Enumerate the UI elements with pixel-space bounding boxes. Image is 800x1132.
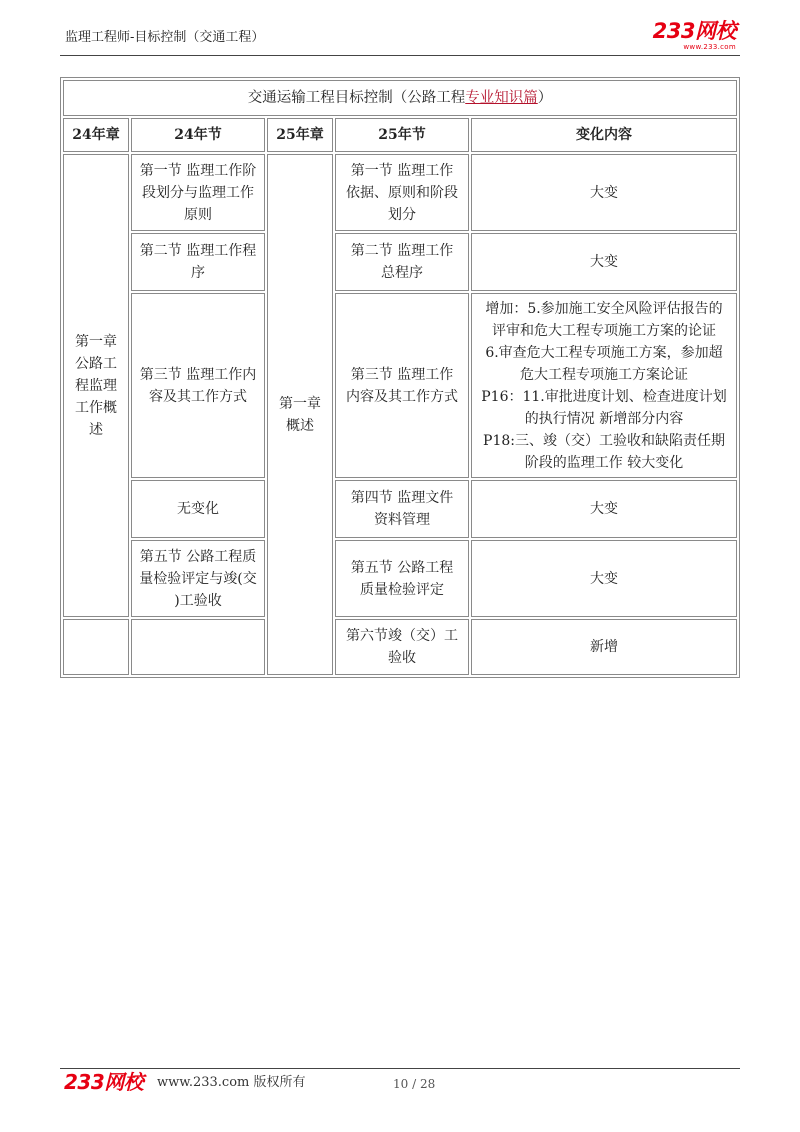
change-line: 6.审查危大工程专项施工方案，参加超 [485,344,723,361]
chapter-24-line: 第一章 [75,333,117,350]
chapter-24-empty-cell [63,619,129,675]
change-line: 新增 [590,639,618,655]
column-header-25-section: 25年节 [335,118,469,152]
section-24-line: 第二节 监理工作程 [139,243,257,259]
change-cell [471,540,737,617]
section-25-line: 总程序 [381,265,423,281]
chapter-25-line: 概述 [286,417,314,434]
table-title-highlight[interactable]: 专业知识篇 [465,90,538,106]
section-25-cell [335,540,469,617]
section-25-line: 第六节竣（交）工 [346,628,458,644]
change-line: 大变 [590,184,618,201]
table-row [63,293,737,478]
section-25-line: 质量检验评定 [360,581,444,598]
section-25-line: 资料管理 [374,512,430,528]
change-line: P18:三、竣（交）工验收和缺陷责任期 [483,432,725,449]
chapter-24-line: 述 [89,421,103,438]
change-line: P16：11.审批进度计划、检查进度计划 [481,388,727,405]
section-25-line: 依据、原则和阶段 [346,184,458,201]
section-24-line: 容及其工作方式 [149,388,247,405]
table-row [63,233,737,291]
section-25-cell [335,480,469,538]
page-number: 10 / 28 [393,1077,436,1091]
chapter-25-line: 第一章 [279,395,321,412]
brand-logo [653,20,736,51]
table-row [63,480,737,538]
change-cell [471,293,737,478]
table-title [63,80,737,116]
table-title-suffix: ） [537,90,553,106]
section-25-line: 第三节 监理工作 [350,366,454,383]
section-24-line: 第一节 监理工作阶 [139,162,257,179]
section-24-line: 量检验评定与竣(交 [139,570,257,587]
table-row [63,154,737,231]
table-row [63,540,737,617]
section-25-cell [335,293,469,478]
chapter-24-line: 公路工 [75,355,117,372]
section-24-line: )工验收 [174,592,222,609]
logo-text: 233网校 [652,19,736,43]
table-title-row [63,80,737,116]
section-24-line: 原则 [184,206,212,223]
section-24-cell [131,233,265,291]
header-divider [60,55,740,56]
copyright-text: www.233.com 版权所有 [157,1075,306,1090]
chapter-24-cell [63,154,129,617]
section-25-line: 划分 [388,206,416,223]
section-24-cell [131,293,265,478]
column-header-changes: 变化内容 [471,118,737,152]
section-24-line: 序 [191,265,205,281]
section-25-cell [335,154,469,231]
table-title-prefix: 交通运输工程目标控制（公路工程 [247,90,466,106]
footer-logo: 233网校 [64,1070,144,1094]
section-25-line: 第五节 公路工程 [350,559,454,576]
comparison-table [60,77,740,678]
change-line: 大变 [590,254,618,270]
section-24-cell [131,154,265,231]
change-cell [471,233,737,291]
section-25-cell [335,619,469,675]
column-header-24-section: 24年节 [131,118,265,152]
document-title: 监理工程师-目标控制（交通工程） [65,30,265,45]
section-24-empty-cell [131,619,265,675]
change-line: 的执行情况 新增部分内容 [524,410,684,427]
section-24-cell [131,540,265,617]
section-24-line: 第五节 公路工程质 [139,548,257,565]
logo-url: www.233.com [683,43,736,51]
change-cell [471,619,737,675]
change-line: 危大工程专项施工方案论证 [520,366,688,383]
change-line: 评审和危大工程专项施工方案的论证 [492,322,716,339]
section-24-line: 无变化 [177,501,219,517]
section-24-cell [131,480,265,538]
table-row [63,619,737,675]
column-header-25-chapter: 25年章 [267,118,333,152]
chapter-25-cell [267,154,333,675]
section-25-line: 第四节 监理文件 [350,490,454,506]
chapter-24-line: 工作概 [75,399,117,416]
section-24-line: 段划分与监理工作 [142,184,254,201]
change-cell [471,480,737,538]
column-header-24-chapter: 24年章 [63,118,129,152]
table-header-row [63,118,737,152]
section-25-line: 验收 [388,650,416,666]
footer-divider [60,1068,740,1069]
section-25-line: 内容及其工作方式 [346,388,458,405]
section-24-line: 第三节 监理工作内 [139,366,257,383]
change-line: 增加：5.参加施工安全风险评估报告的 [485,300,723,317]
change-line: 阶段的监理工作 较大变化 [524,454,684,471]
section-25-line: 第二节 监理工作 [350,243,454,259]
change-line: 大变 [590,501,618,517]
section-25-line: 第一节 监理工作 [350,162,454,179]
chapter-24-line: 程监理 [75,377,117,394]
change-line: 大变 [590,570,618,587]
change-cell [471,154,737,231]
section-25-cell [335,233,469,291]
